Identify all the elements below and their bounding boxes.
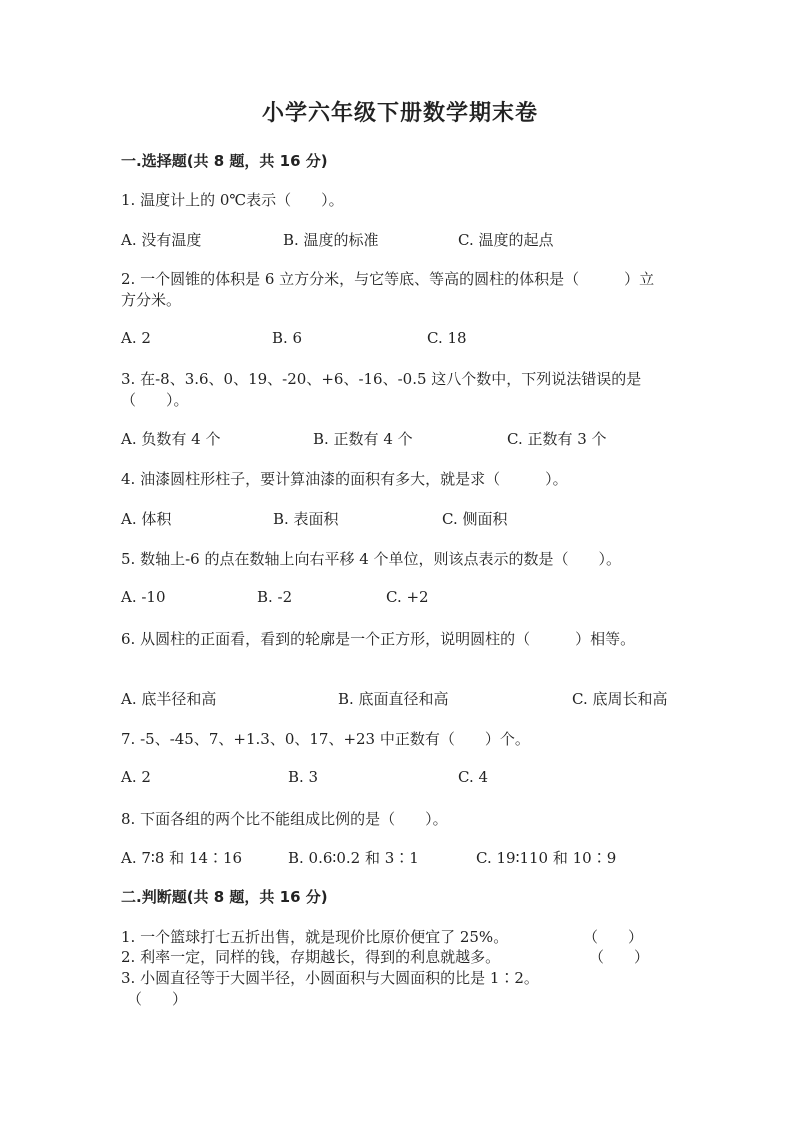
q8-option-c: C. 19∶110 和 10∶9 bbox=[476, 849, 617, 867]
q1-option-a: A. 没有温度 bbox=[121, 231, 202, 249]
question-2-line1: 2. 一个圆锥的体积是 6 立方分米，与它等底、等高的圆柱的体积是（ ）立 bbox=[121, 270, 655, 288]
section-heading-choice: 一.选择题(共 8 题，共 16 分) bbox=[121, 152, 328, 170]
question-5: 5. 数轴上-6 的点在数轴上向右平移 4 个单位，则该点表示的数是（ ）。 bbox=[121, 550, 622, 568]
question-3-line2: （ ）。 bbox=[121, 391, 189, 409]
q8-option-b: B. 0.6∶0.2 和 3∶1 bbox=[288, 849, 419, 867]
question-1: 1. 温度计上的 0℃表示（ ）。 bbox=[121, 191, 344, 209]
judgment-3-bracket: （ ） bbox=[127, 990, 188, 1008]
question-7: 7. -5、-45、7、+1.3、0、17、+23 中正数有（ ）个。 bbox=[121, 730, 530, 748]
q1-option-c: C. 温度的起点 bbox=[458, 231, 554, 249]
q5-option-a: A. -10 bbox=[121, 588, 166, 606]
q2-option-b: B. 6 bbox=[272, 329, 303, 347]
q4-option-a: A. 体积 bbox=[121, 510, 172, 528]
q8-option-a: A. 7∶8 和 14∶16 bbox=[121, 849, 243, 867]
judgment-1: 1. 一个篮球打七五折出售，就是现价比原价便宜了 25%。 bbox=[121, 928, 509, 946]
q7-option-b: B. 3 bbox=[288, 768, 319, 786]
question-2-line2: 方分米。 bbox=[121, 291, 182, 309]
question-4: 4. 油漆圆柱形柱子，要计算油漆的面积有多大，就是求（ ）。 bbox=[121, 470, 568, 488]
judgment-3: 3. 小圆直径等于大圆半径，小圆面积与大圆面积的比是 1∶2。 bbox=[121, 969, 539, 987]
q1-option-b: B. 温度的标准 bbox=[283, 231, 379, 249]
q6-option-b: B. 底面直径和高 bbox=[338, 690, 449, 708]
page-title: 小学六年级下册数学期末卷 bbox=[261, 100, 538, 126]
section-heading-judgment: 二.判断题(共 8 题，共 16 分) bbox=[121, 888, 328, 906]
judgment-2: 2. 利率一定，同样的钱，存期越长，得到的利息就越多。 bbox=[121, 948, 501, 966]
judgment-2-bracket: （ ） bbox=[589, 948, 650, 966]
q7-option-a: A. 2 bbox=[121, 768, 151, 786]
q4-option-b: B. 表面积 bbox=[273, 510, 339, 528]
q3-option-c: C. 正数有 3 个 bbox=[507, 430, 607, 448]
question-6: 6. 从圆柱的正面看，看到的轮廓是一个正方形，说明圆柱的（ ）相等。 bbox=[121, 630, 636, 648]
judgment-1-bracket: （ ） bbox=[583, 928, 644, 946]
q6-option-c: C. 底周长和高 bbox=[572, 690, 668, 708]
q3-option-a: A. 负数有 4 个 bbox=[121, 430, 221, 448]
q4-option-c: C. 侧面积 bbox=[442, 510, 508, 528]
q3-option-b: B. 正数有 4 个 bbox=[313, 430, 413, 448]
q5-option-c: C. +2 bbox=[386, 588, 429, 606]
q6-option-a: A. 底半径和高 bbox=[121, 690, 217, 708]
question-8: 8. 下面各组的两个比不能组成比例的是（ ）。 bbox=[121, 810, 448, 828]
question-3-line1: 3. 在-8、3.6、0、19、-20、+6、-16、-0.5 这八个数中，下列说法错误的是 bbox=[121, 370, 642, 388]
q2-option-c: C. 18 bbox=[427, 329, 467, 347]
q2-option-a: A. 2 bbox=[121, 329, 151, 347]
q7-option-c: C. 4 bbox=[458, 768, 489, 786]
q5-option-b: B. -2 bbox=[257, 588, 293, 606]
